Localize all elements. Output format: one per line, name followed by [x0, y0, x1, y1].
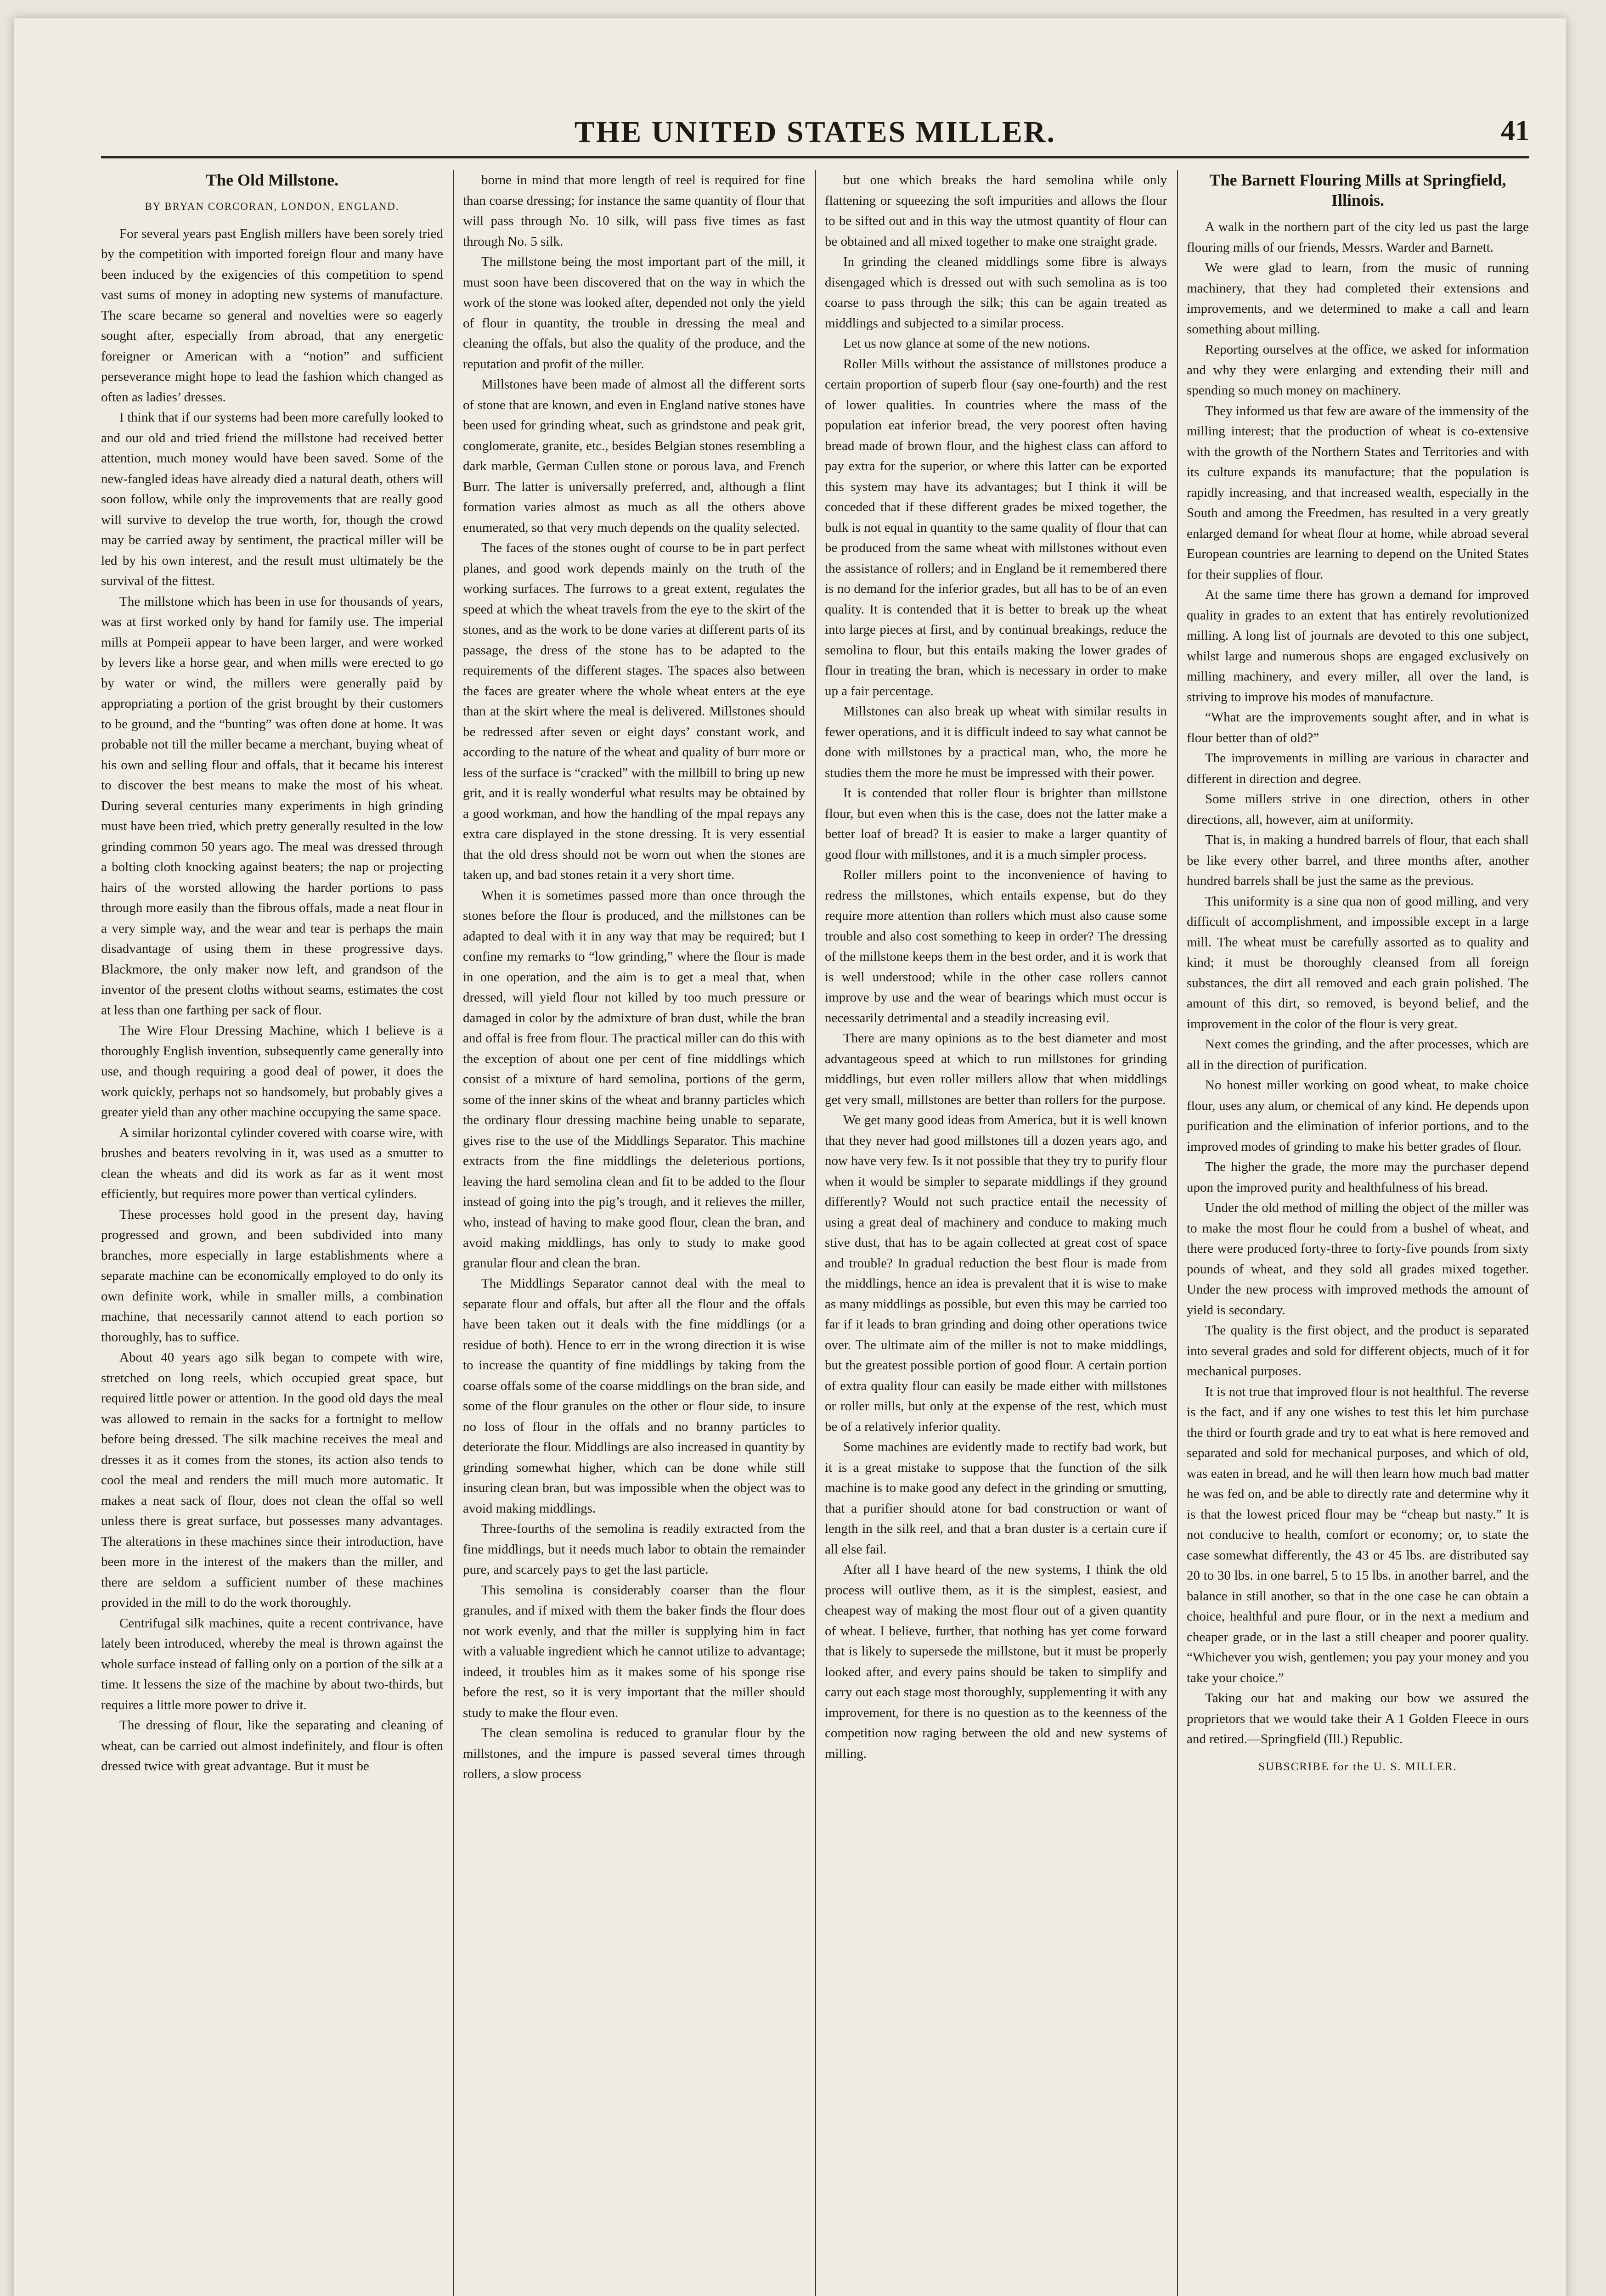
newspaper-title: THE UNITED STATES MILLER.	[574, 115, 1056, 149]
paragraph: They informed us that few are aware of the immensity of the milling interest; that the production of wheat is co-extensive with the growth of the Northern States and Territories and with its culture expands its manufacture; that the population is rapidly increasing, and that increased wealth, especially in the South and among the Freedmen, has resulted in a very greatly enlarged demand for wheat flour at home, while abroad several European countries are learning to depend on the United States for their supplies of flour.	[1187, 403, 1529, 582]
paragraph: but one which breaks the hard semolina while only flattening or squeezing the soft impurities and allows the flour to be sifted out and in this way the utmost quantity of flour can be obtained and all mixed together to make one straight grade.	[825, 173, 1167, 249]
paragraph: The clean semolina is reduced to granular flour by the millstones, and the impure is passed several times through rollers, a slow process	[463, 1726, 805, 1781]
paragraph: Taking our hat and making our bow we assured the proprietors that we would take their A 1 Golden Fleece in ours and retired.—Springfield (Ill.) Republic.	[1187, 1691, 1529, 1746]
paragraph: Centrifugal silk machines, quite a recent contrivance, have lately been introduced, whereby the meal is thrown against the whole surface instead of falling only on a portion of the silk at a time. It lessens the size of the machine by about two-thirds, but requires a little more power to drive it.	[101, 1615, 443, 1712]
paragraph: Millstones have been made of almost all the different sorts of stone that are known, and even in England native stones have been used for grinding wheat, such as grindstone and peak grit, conglomerate, granite, etc., besides Belgian stones resembling a dark marble, German Cullen stone or porous lava, and French Burr. The latter is universally preferred, and, although a flint formation varies almost as much as all the others above enumerated, so that very much depends on the quality selected.	[463, 377, 805, 535]
paragraph: The Middlings Separator cannot deal with the meal to separate flour and offals, but after all the flour and the offals have been taken out it deals with the fine middlings (or a residue of both). Hence to err in the wrong direction it is wise to increase the quantity of fine middlings by taking from the coarse offals some of the coarse middlings on the bran side, and some of the flour granules on the other or flour side, to insure no loss of flour in the offals and no branny particles to deteriorate the flour. Middlings are also increased in quantity by grinding somewhat higher, which can be done while still insuring clean bran, but was impossible when the object was to avoid making middlings.	[463, 1276, 805, 1516]
newspaper-page	[14, 18, 1566, 2296]
paragraph: When it is sometimes passed more than once through the stones before the flour is produced, and the millstones can be adapted to deal with it in any way that may be required; but I confine my remarks to “low grinding,” where the flour is made in one operation, and the aim is to get a meal that, when dressed, will yield flour not killed by too much pressure or damaged in color by the admixture of bran dust, while the bran and offal is free from flour. The practical miller can do this with the exception of about one per cent of fine middlings which consist of a mixture of hard semolina, portions of the germ, some of the inner skins of the wheat and branny particles which the ordinary flour dressing machine being unable to separate, gives rise to the use of the Middlings Separator. This machine extracts from the fine middlings the deleterious portions, leaving the hard semolina clean and fit to be added to the flour instead of going into the pig’s trough, and it relieves the miller, who, instead of having to make good flour, clean the bran, and avoid making middlings, has only to study to make good granular flour and clean the bran.	[463, 888, 805, 1271]
paragraph: Next comes the grinding, and the after processes, which are all in the direction of purification.	[1187, 1037, 1529, 1072]
paragraph: This semolina is considerably coarser than the flour granules, and if mixed with them the baker finds the flour does not work evenly, and that the miller is supplying him in fact with a valuable ingredient which he cannot utilize to advantage; indeed, it troubles him as it makes some of his sponge rise before the rest, so it is very important that the miller should study to make the flour even.	[463, 1582, 805, 1720]
paragraph: In grinding the cleaned middlings some fibre is always disengaged which is dressed out with such semolina as is too coarse to pass through the silk; this can be again treated as middlings and subjected to a similar process.	[825, 254, 1167, 331]
article-title: The Old Millstone.	[205, 171, 339, 189]
masthead-rule	[101, 156, 1529, 158]
paragraph: It is contended that roller flour is brighter than millstone flour, but even when this is the case, does not the latter make a better loaf of bread? It is easier to make a larger quantity of good flour with millstones, and it is a much simpler process.	[825, 786, 1167, 862]
paragraph: Some machines are evidently made to rectify bad work, but it is a great mistake to suppose that the function of the silk machine is to make good any defect in the grinding or smutting, that a purifier should atone for bad construction or want of length in the silk reel, and that a bran duster is a certain cure if all else fail.	[825, 1440, 1167, 1557]
paragraph: The Wire Flour Dressing Machine, which I believe is a thoroughly English invention, subsequently came generally into use, and though requiring a good deal of power, it does the work quickly, perhaps not so handsomely, but probably gives a greater yield than any other machine occupying the same space.	[101, 1023, 443, 1120]
article-byline: BY BRYAN CORCORAN, LONDON, ENGLAND.	[145, 201, 400, 212]
article-2-title: The Barnett Flouring Mills at Springfield, Illinois.	[1209, 171, 1506, 209]
paragraph: Roller Mills without the assistance of millstones produce a certain proportion of superb flour (say one-fourth) and the rest of lower qualities. In countries where the mass of the population eat inferior bread, the very poorest often having bread made of brown flour, and the highest class can afford to pay extra for the superior, or where this latter can be exported this system may have its advantages; but I think it will be conceded that if these different grades be mixed together, the bulk is not equal in quantity to the same quality of flour that can be produced from the same wheat with millstones without even the assistance of rollers; and in England be it remembered there is no demand for the inferior grades, but all has to be of an even quality. It is contended that it is better to break up the wheat into large pieces at first, and by continual breakings, reduce the semolina to flour, but this entails making the lower grades of flour in treating the bran, which is necessary in order to make up a fair percentage.	[825, 356, 1167, 698]
masthead	[101, 115, 1529, 156]
column-2-body	[463, 170, 805, 1784]
paragraph: The faces of the stones ought of course to be in part perfect planes, and good work depends mainly on the truth of the working surfaces. The furrows to a great extent, regulates the speed at which the wheat travels from the eye to the skirt of the stones, and as the work to be done varies at different parts of its passage, the dress of the stone has to be adapted to the requirements of the different stages. The spaces also between the faces are greater where the whole wheat enters at the eye than at the skirt where the meal is delivered. Millstones should be redressed after seven or eight days’ constant work, and according to the nature of the wheat and quality of burr more or less of the surface is “cracked” with the millbill to bring up new grit, and it is really wonderful what results may be obtained by a good workman, and how the handling of the mpal repays any extra care displayed in the stone dressing. It is very essential that the old dress should not be worn out when the stones are taken up, and bad stones retain it a very short time.	[463, 540, 805, 882]
paragraph: I think that if our systems had been more carefully looked to and our old and tried friend the millstone had received better attention, much money would have been saved. Some of the new-fangled ideas have already died a natural death, others will soon follow, while only the improvements that are really good will survive to develop the true worth, for, though the crowd may be carried away by sentiment, the practical miller will be led by his own interest, and the result must ultimately be the survival of the fittest.	[101, 410, 443, 588]
column-divider	[815, 170, 816, 2296]
columns	[101, 170, 1529, 2296]
paragraph: Under the old method of milling the object of the miller was to make the most flour he could from a bushel of wheat, and there were produced forty-three to forty-five pounds from sixty pounds of wheat, and they sold all grades mixed together. Under the new process with improved methods the amount of yield is secondary.	[1187, 1200, 1529, 1317]
paragraph: Let us now glance at some of the new notions.	[843, 336, 1090, 351]
column-3-body	[825, 170, 1167, 1764]
paragraph: After all I have heard of the new systems, I think the old process will outlive them, as it is the simplest, easiest, and cheapest way of making the most flour out of a given quantity of wheat. I believe, further, that nothing has yet come forward that is likely to supersede the millstone, but it must be properly looked after, and every pains should be taken to simplify and carry out each stage most thoroughly, supplementing it with any improvement, for there is no question as to the keenness of the competition now raging between the old and new systems of milling.	[825, 1562, 1167, 1761]
paragraph: That is, in making a hundred barrels of flour, that each shall be like every other barrel, and three months after, another hundred barrels shall be just the same as the previous.	[1187, 833, 1529, 888]
paragraph: About 40 years ago silk began to compete with wire, stretched on long reels, which occupied great space, but required little power or attention. In the good old days the meal was allowed to remain in the sacks for a fortnight to mellow before being dressed. The silk machine receives the meal and dresses it as it comes from the stones, its action also tends to cool the meal and renders the mill much more automatic. It makes a neat sack of flour, does not clean the offal so well unless there is great surface, but possesses many advantages. The alterations in these machines since their introduction, have been more in the interest of the makers than the miller, and there are seldom a sufficient number of these machines provided in the mill to do the work thoroughly.	[101, 1350, 443, 1610]
column-divider	[1177, 170, 1178, 2296]
column-divider	[453, 170, 454, 2296]
column-1	[101, 170, 443, 2296]
paragraph: “What are the improvements sought after, and in what is flour better than of old?”	[1187, 710, 1529, 745]
paragraph: Roller millers point to the inconvenience of having to redress the millstones, which entails expense, but do they require more attention than rollers which must also cause some trouble and also cost something to keep in order? The dressing of the millstone keeps them in the best order, and it is work that is well understood; while in the other case rollers cannot improve by use and the wear of bearings which must occur is necessarily detrimental and a steadily increasing evil.	[825, 867, 1167, 1025]
paragraph: Some millers strive in one direction, others in other directions, all, however, aim at uniformity.	[1187, 792, 1529, 827]
paragraph: borne in mind that more length of reel is required for fine than coarse dressing; for instance the same quantity of flour that will pass through No. 10 silk, will pass five times as fast through No. 5 silk.	[463, 173, 805, 249]
paragraph: The millstone being the most important part of the mill, it must soon have been discovered that on the way in which the work of the stone was looked after, depended not only the yield of flour in quantity, the trouble in dressing the meal and cleaning the offals, but also the quality of the produce, and the reputation and profit of the miller.	[463, 254, 805, 371]
paragraph: The higher the grade, the more may the purchaser depend upon the improved purity and healthfulness of his bread.	[1187, 1159, 1529, 1195]
column-4	[1187, 170, 1529, 2296]
paragraph: These processes hold good in the present day, having progressed and grown, and been subdivided into many branches, more especially in large establishments where a separate machine can be economically employed to do only its own definite work, while in smaller mills, a combination machine, that necessarily cannot attend to each portion so thoroughly, has to suffice.	[101, 1207, 443, 1345]
paragraph: We get many good ideas from America, but it is well known that they never had good millstones till a dozen years ago, and now have very few. Is it not possible that they try to purify flour when it would be simpler to separate middlings if they ground differently? Would not such practice entail the necessity of using a great deal of machinery and conduce to making much stive dust, that has to be again collected at great cost of space and trouble? In gradual reduction the best flour is made from the middlings, hence an idea is prevalent that it is wise to make as many middlings as possible, but even this may be carried too far if it leads to bran grinding and doing other operations twice over. The ultimate aim of the miller is not to make middlings, but the greatest possible portion of good flour. A certain portion of extra quality flour can easily be made either with millstones or roller mills, but only at the expense of the rest, which must be of a relatively inferior quality.	[825, 1113, 1167, 1434]
paragraph: A walk in the northern part of the city led us past the large flouring mills of our friends, Messrs. Warder and Barnett.	[1187, 219, 1529, 255]
column-4-body	[1187, 217, 1529, 1750]
column-2	[463, 170, 805, 2296]
paragraph: The millstone which has been in use for thousands of years, was at first worked only by hand for family use. The imperial mills at Pompeii appear to have been larger, and were worked by levers like a horse gear, and when mills were erected to go by water or wind, the millers were generally paid by appropriating a portion of the grist brought by their customers to be ground, and the “bunting” was often done at home. It was probable not till the miller became a merchant, buying wheat of his own and selling flour and offals, that it became his interest to discover the best means to make the most of his wheat. During several centuries many experiments in high grinding must have been tried, which pretty generally resulted in the low grinding common 50 years ago. The meal was dressed through a bolting cloth knocking against beaters; the nap or projecting hairs of the worsted allowing the harder portions to pass through more easily than the fibrous offals, made a neat flour in a very simple way, and the wear and tear is perhaps the main disadvantage of using them in these progressive days. Blackmore, the only maker now left, and grandson of the inventor of the present cloths without seams, estimates the cost at less than one farthing per sack of flour.	[101, 594, 443, 1018]
page-number: 41	[1501, 115, 1529, 146]
paragraph: This uniformity is a sine qua non of good milling, and very difficult of accomplishment, and impossible except in a large mill. The wheat must be carefully assorted as to quality and kind; it must be thoroughly cleansed from all foreign substances, the dirt all removed and each grain polished. The amount of this dirt, so removed, is beyond belief, and the improvement in the color of the flour is very great.	[1187, 894, 1529, 1031]
subscribe-footer: SUBSCRIBE for the U. S. MILLER.	[1258, 1760, 1457, 1773]
paragraph: No honest miller working on good wheat, to make choice flour, uses any alum, or chemical of any kind. He depends upon purification and the elimination of inferior portions, and to the improved modes of grinding to make his better grades of flour.	[1187, 1078, 1529, 1154]
paragraph: For several years past English millers have been sorely tried by the competition with imported foreign flour and many have been induced by the exigencies of this competition to spend vast sums of money in adopting new systems of manufacture. The scare became so general and novelties were so eagerly sought after, especially from abroad, that any energetic foreigner or American with a “notion” and sufficient perseverance might hope to lead the fashion which changed as often as ladies’ dresses.	[101, 226, 443, 405]
paragraph: Reporting ourselves at the office, we asked for information and why they were enlarging and extending their mill and spending so much money on machinery.	[1187, 342, 1529, 398]
paragraph: At the same time there has grown a demand for improved quality in grades to an extent that has entirely revolutionized milling. A long list of journals are devoted to this one subject, whilst large and numerous shops are engaged exclusively on milling machinery, and every miller, all over the land, is striving to improve his modes of manufacture.	[1187, 587, 1529, 704]
paragraph: The quality is the first object, and the product is separated into several grades and sold for different objects, much of it for mechanical purposes.	[1187, 1323, 1529, 1379]
paragraph: The dressing of flour, like the separating and cleaning of wheat, can be carried out almost indefinitely, and flour is often dressed twice with great advantage. But it must be	[101, 1718, 443, 1773]
paragraph: Three-fourths of the semolina is readily extracted from the fine middlings, but it needs much labor to obtain the remainder pure, and scarcely pays to get the last particle.	[463, 1521, 805, 1577]
paragraph: The improvements in milling are various in character and different in direction and degree.	[1187, 751, 1529, 786]
paragraph: A similar horizontal cylinder covered with coarse wire, with brushes and beaters revolving in it, was used as a smutter to clean the wheats and did its work as far as it went most efficiently, but requires more power than vertical cylinders.	[101, 1125, 443, 1201]
column-3	[825, 170, 1167, 2296]
paragraph: We were glad to learn, from the music of running machinery, that they had completed their extensions and improvements, and we determined to make a call and learn something about milling.	[1187, 260, 1529, 337]
paragraph: Millstones can also break up wheat with similar results in fewer operations, and it is difficult indeed to say what cannot be done with millstones by a practical man, who, the more he studies them the more he must be impressed with their power.	[825, 704, 1167, 780]
paragraph: It is not true that improved flour is not healthful. The reverse is the fact, and if any one wishes to test this let him purchase the third or fourth grade and try to eat what is here removed and separated and sold for mechanical purposes, and which of old, was eaten in bread, and he will then learn how much bad matter he was fed on, and be able to directly rate and determine why it is that the lowest priced flour may be “cheap but nasty.” It is not conducive to health, comfort or economy; or, to state the case somewhat differently, the 43 or 45 lbs. are distributed say 20 to 30 lbs. in one barrel, 5 to 15 lbs. in another barrel, and the balance in still another, so that in the one case he can obtain a choice, healthful and pure flour, or in the next a medium and cheaper grade, or in the last a still cheaper and poorer quality. “Whichever you wish, gentlemen; you pay your money and you take your choice.”	[1187, 1384, 1529, 1685]
column-1-body	[101, 224, 443, 1777]
paragraph: There are many opinions as to the best diameter and most advantageous speed at which to run millstones for grinding middlings, but even roller millers allow that when middlings get very small, millstones are better than rollers for the purpose.	[825, 1031, 1167, 1107]
